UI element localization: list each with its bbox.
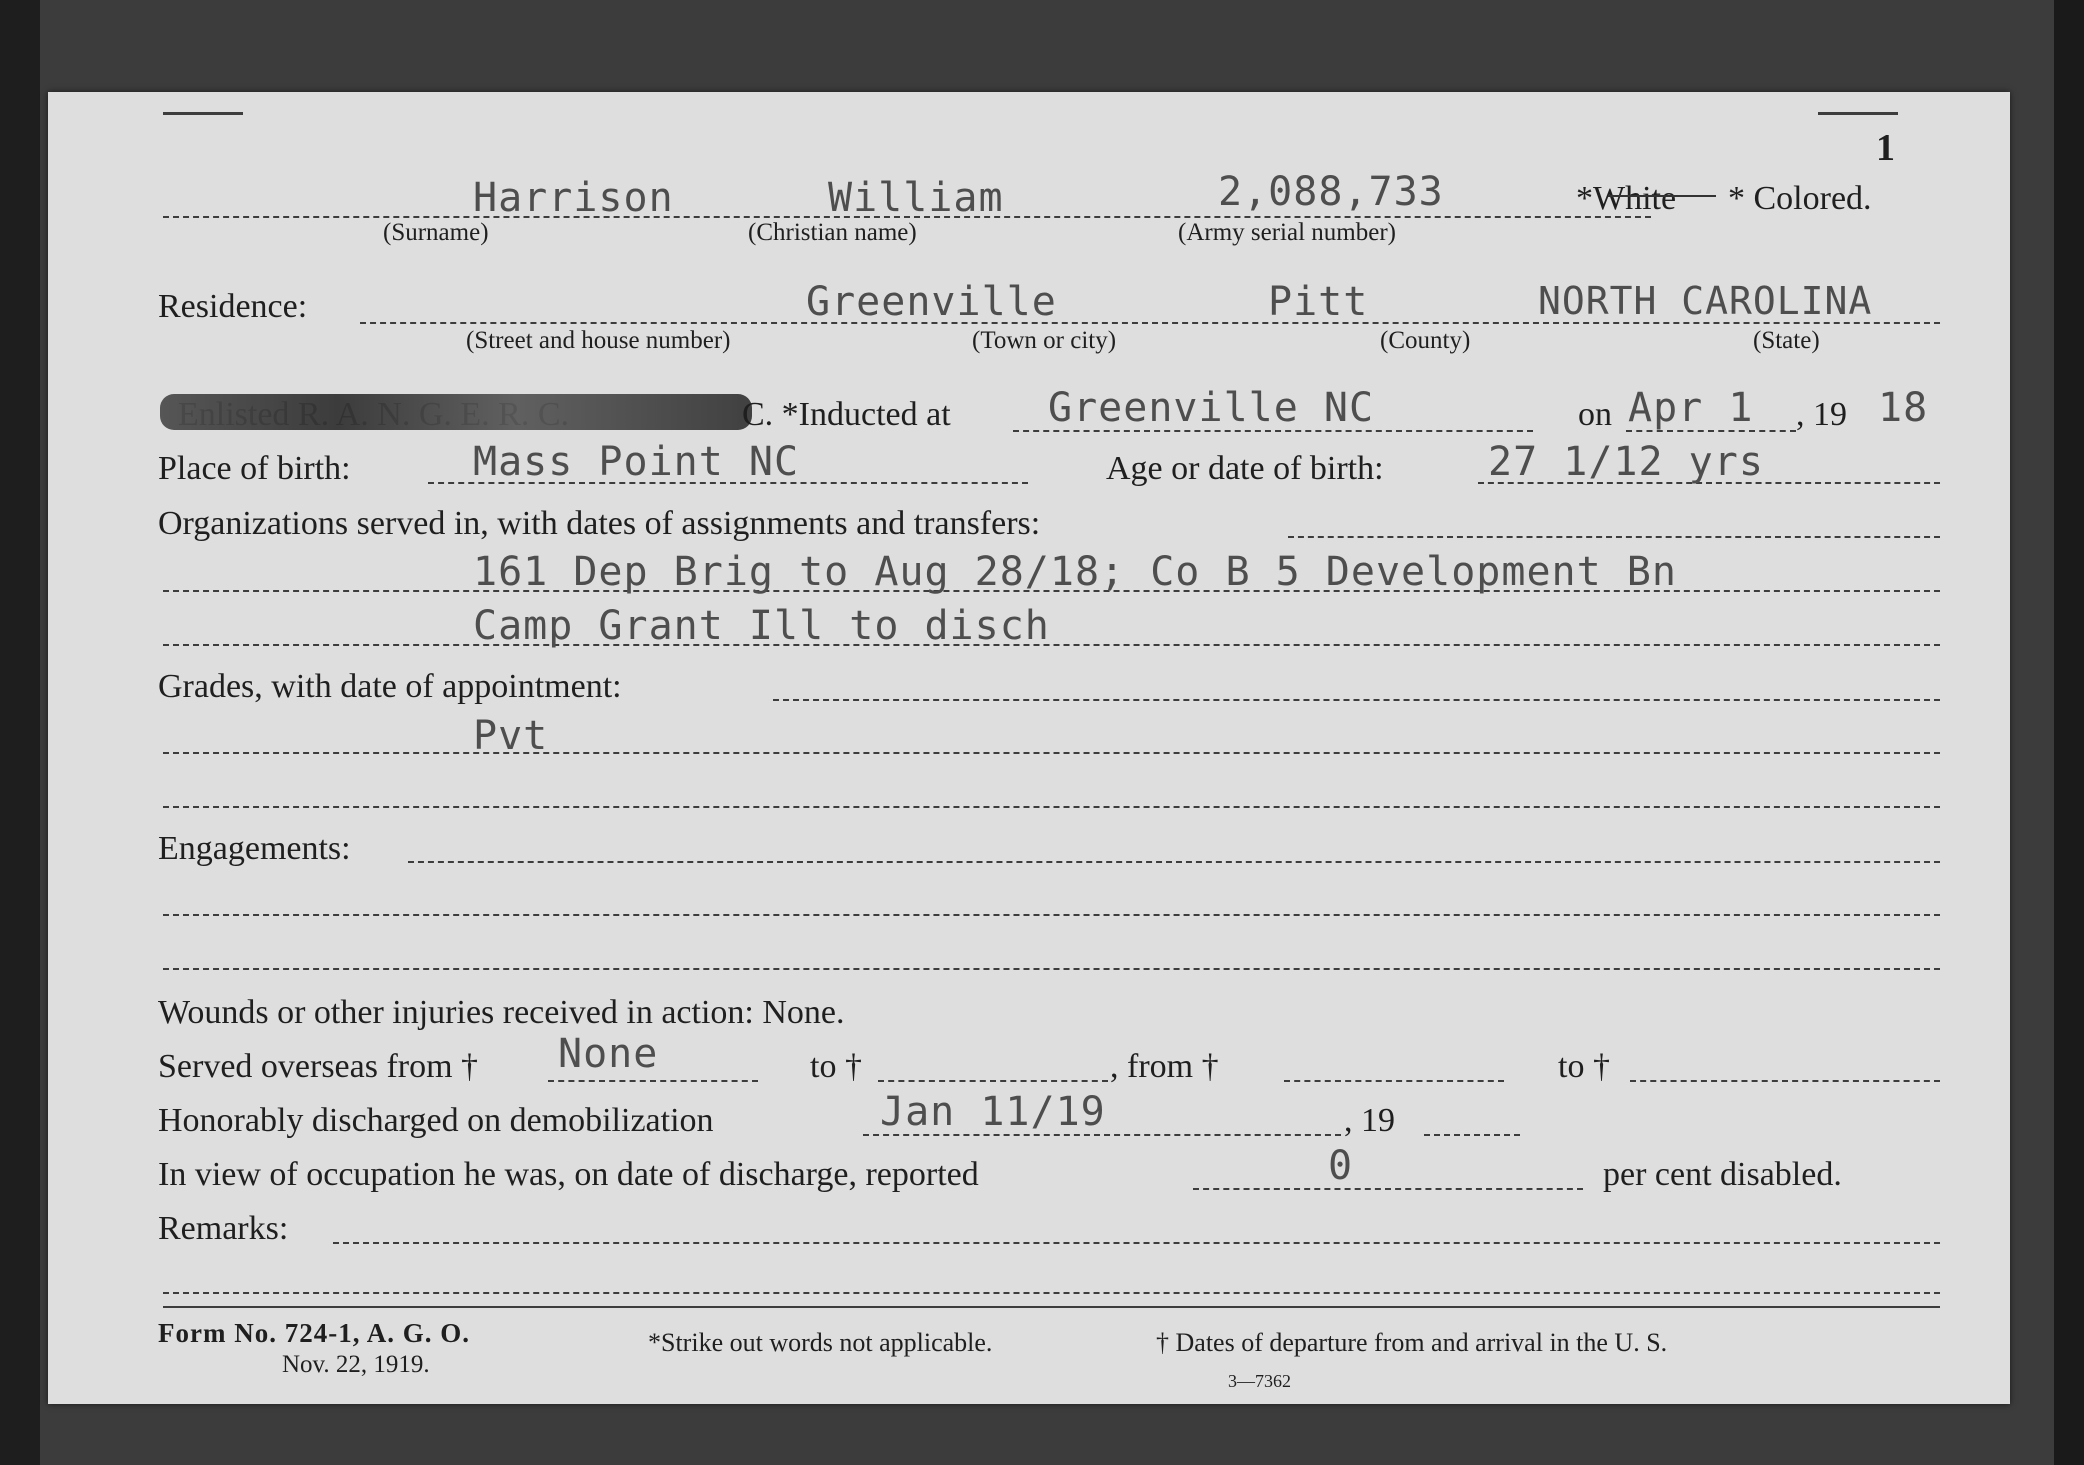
grades-value: Pvt bbox=[473, 713, 549, 759]
residence-town-value: Greenville bbox=[806, 279, 1057, 325]
disability-line bbox=[1193, 1188, 1583, 1190]
engagements-line-1 bbox=[163, 914, 1940, 916]
overseas-to2-label: to † bbox=[1558, 1048, 1610, 1085]
overseas-from2-line bbox=[1284, 1080, 1504, 1082]
inducted-on-date-value: Apr 1 bbox=[1628, 385, 1754, 431]
overseas-from-value: None bbox=[558, 1031, 659, 1077]
card-number: 1 bbox=[1876, 127, 1895, 169]
serial-number-caption: (Army serial number) bbox=[1178, 219, 1396, 246]
overseas-from2-label: , from † bbox=[1110, 1048, 1219, 1085]
grades-line-1 bbox=[163, 752, 1940, 754]
form-number: Form No. 724-1, A. G. O. bbox=[158, 1318, 470, 1348]
overseas-to2-line bbox=[1630, 1080, 1940, 1082]
top-left-rule bbox=[163, 112, 243, 115]
organizations-label: Organizations served in, with dates of assignments and transfers: bbox=[158, 505, 1041, 542]
disability-label: In view of occupation he was, on date of discharge, reported bbox=[158, 1156, 979, 1193]
residence-county-value: Pitt bbox=[1268, 279, 1369, 325]
wounds-label: Wounds or other injuries received in action: None. bbox=[158, 994, 845, 1031]
place-of-birth-value: Mass Point NC bbox=[473, 439, 800, 485]
discharge-label: Honorably discharged on demobilization bbox=[158, 1102, 714, 1139]
overseas-to-label: to † bbox=[810, 1048, 862, 1085]
form-date: Nov. 22, 1919. bbox=[282, 1351, 430, 1378]
race-white-option: *White bbox=[1576, 180, 1677, 217]
top-right-rule bbox=[1818, 112, 1898, 115]
remarks-line-1 bbox=[163, 1292, 1940, 1294]
inducted-year-prefix: , 19 bbox=[1796, 396, 1847, 433]
inducted-on-label: on bbox=[1578, 396, 1612, 433]
disability-suffix: per cent disabled. bbox=[1603, 1156, 1842, 1193]
scanner-edge-left bbox=[0, 0, 40, 1465]
organizations-value-1: 161 Dep Brig to Aug 28/18; Co B 5 Development Bn bbox=[473, 549, 1677, 595]
place-of-birth-label: Place of birth: bbox=[158, 450, 351, 487]
overseas-from-line bbox=[548, 1080, 758, 1082]
strike-note: *Strike out words not applicable. bbox=[648, 1328, 993, 1357]
print-code: 3—7362 bbox=[1228, 1371, 1291, 1391]
surname-value: Harrison bbox=[473, 175, 674, 221]
county-caption: (County) bbox=[1380, 327, 1471, 354]
residence-state-value: NORTH CAROLINA bbox=[1538, 279, 1873, 323]
age-label: Age or date of birth: bbox=[1106, 450, 1384, 487]
surname-caption: (Surname) bbox=[383, 219, 489, 246]
dates-note: † Dates of departure from and arrival in the U. S. bbox=[1156, 1328, 1668, 1357]
footer-rule bbox=[163, 1306, 1940, 1308]
town-caption: (Town or city) bbox=[972, 327, 1117, 354]
inducted-year-value: 18 bbox=[1878, 385, 1929, 431]
grades-line-0 bbox=[773, 699, 1940, 701]
inducted-at-value: Greenville NC bbox=[1048, 385, 1375, 431]
christian-name-value: William bbox=[828, 175, 1004, 221]
overseas-label: Served overseas from † bbox=[158, 1048, 479, 1085]
grades-line-2 bbox=[163, 806, 1940, 808]
disability-value: 0 bbox=[1328, 1143, 1354, 1189]
redaction-smudge bbox=[160, 394, 752, 430]
engagements-line-2 bbox=[163, 968, 1940, 970]
christian-name-caption: (Christian name) bbox=[748, 219, 917, 246]
engagements-line-0 bbox=[408, 861, 1940, 863]
organizations-value-2: Camp Grant Ill to disch bbox=[473, 603, 1050, 649]
age-value: 27 1/12 yrs bbox=[1488, 439, 1764, 485]
engagements-label: Engagements: bbox=[158, 830, 351, 867]
organizations-line-2 bbox=[163, 644, 1940, 646]
serial-number-value: 2,088,733 bbox=[1218, 169, 1444, 215]
grades-label: Grades, with date of appointment: bbox=[158, 668, 622, 705]
discharge-year-line bbox=[1424, 1134, 1520, 1136]
organizations-line-0 bbox=[1288, 536, 1940, 538]
discharge-date-value: Jan 11/19 bbox=[880, 1089, 1106, 1135]
state-caption: (State) bbox=[1753, 327, 1820, 354]
residence-label: Residence: bbox=[158, 288, 308, 325]
race-colored-option: * Colored. bbox=[1728, 180, 1872, 217]
remarks-label: Remarks: bbox=[158, 1210, 289, 1247]
remarks-line-0 bbox=[333, 1242, 1940, 1244]
street-caption: (Street and house number) bbox=[466, 327, 731, 354]
scanner-edge-right bbox=[2054, 0, 2084, 1465]
discharge-year-label: , 19 bbox=[1344, 1102, 1395, 1139]
inducted-at-label: C. *Inducted at bbox=[742, 396, 951, 433]
overseas-to-line bbox=[878, 1080, 1108, 1082]
service-record-card bbox=[48, 92, 2010, 1404]
white-strikeout bbox=[1608, 195, 1716, 197]
